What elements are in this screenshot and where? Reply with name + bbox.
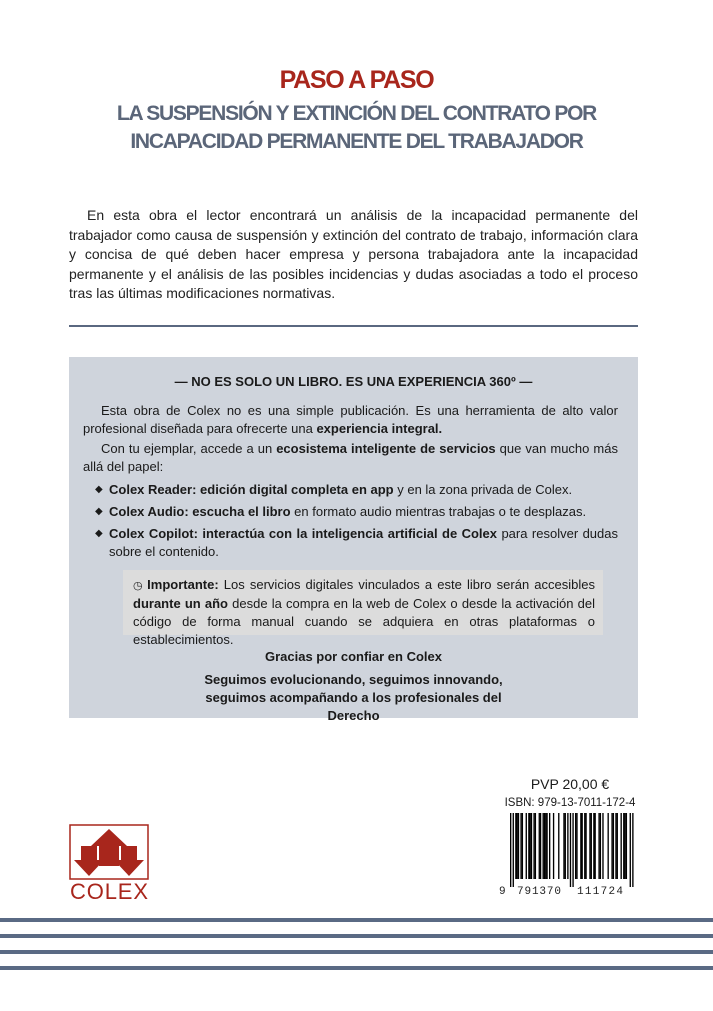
stripe	[0, 934, 713, 938]
barcode-bar	[553, 813, 554, 879]
barcode-bar	[584, 813, 585, 879]
barcode-bar	[615, 813, 616, 879]
barcode-bar	[530, 813, 531, 879]
bullet-colex-copilot	[95, 525, 618, 561]
intro-paragraph: En esta obra el lector encontrará un análisis de la incapacidad permanente del trabajador como causa de suspensión y extinción del contrato de trabajo, información clara y concisa de qué deben hacer empresa y persona trabajadora ante la incapacidad permanente y el análisis de las posibles incidencias y dudas asociadas a todo el proceso tras las últimas modificaciones normativas.	[69, 207, 638, 302]
closing-text: Seguimos evolucionando, seguimos innovando, seguimos acompañando a los profesionales del Derecho	[204, 672, 503, 723]
important-notice	[123, 570, 603, 647]
divider	[69, 325, 638, 327]
barcode-bar	[518, 813, 519, 879]
text: en formato audio mientras trabajas o te desplazas.	[290, 504, 587, 519]
barcode-bar	[600, 813, 601, 879]
barcode-bar	[570, 813, 571, 887]
colex-logo	[69, 824, 151, 904]
important-text	[133, 576, 595, 649]
barcode-bar	[613, 813, 614, 879]
text: Con tu ejemplar, accede a un	[101, 441, 277, 456]
bold-text: Colex Audio: escucha el libro	[109, 504, 291, 519]
barcode-bar	[531, 813, 532, 879]
stripe	[0, 950, 713, 954]
book-title-line-2: INCAPACIDAD PERMANENTE DEL TRABAJADOR	[130, 130, 583, 153]
bold-text: Colex Copilot: interactúa con la inteligencia artificial de Colex	[109, 526, 498, 541]
diamond-bullet-icon: ◆	[95, 506, 103, 517]
experience-box	[69, 357, 638, 723]
text: para resolver dudas sobre el contenido.	[109, 526, 618, 559]
barcode-bar	[621, 813, 622, 879]
barcode-bar	[632, 813, 633, 887]
barcode-bar	[528, 813, 529, 879]
barcode-bar	[533, 813, 534, 879]
text: que van mucho más allá del papel:	[83, 441, 618, 474]
barcode-bar	[582, 813, 583, 879]
book-title-line-1: LA SUSPENSIÓN Y EXTINCIÓN DEL CONTRATO POR	[116, 102, 597, 125]
barcode-bar	[545, 813, 546, 879]
barcode-bar	[602, 813, 603, 879]
barcode-bar	[539, 813, 540, 879]
diamond-bullet-icon: ◆	[95, 484, 103, 495]
barcode-bar	[535, 813, 536, 879]
bullet-colex-reader	[95, 481, 618, 499]
barcode-bar	[520, 813, 521, 879]
barcode-digit-first: 9	[499, 886, 506, 898]
barcode-bar	[626, 813, 627, 879]
price: PVP 20,00 €	[530, 776, 610, 792]
barcode-bar	[623, 813, 624, 879]
barcode-digits-right: 111724	[577, 886, 623, 898]
barcode-bar	[544, 813, 545, 879]
barcode-bar	[517, 813, 518, 879]
logo-text: COLEX	[70, 879, 148, 904]
barcode-bar	[563, 813, 564, 879]
isbn: ISBN: 979-13-7011-172-4	[504, 797, 636, 809]
barcode-bar	[593, 813, 594, 879]
barcode-bar	[608, 813, 609, 879]
barcode-bar	[576, 813, 577, 879]
barcode-bar	[572, 813, 573, 887]
stripe	[0, 918, 713, 922]
thanks-text: Gracias por confiar en Colex	[264, 649, 442, 664]
barcode-bar	[624, 813, 625, 879]
clock-icon: ◷	[133, 580, 148, 592]
barcode-bar	[558, 813, 559, 879]
barcode-bar	[591, 813, 592, 879]
bold-text: ecosistema inteligente de servicios	[276, 441, 496, 456]
text: y en la zona privada de Colex.	[393, 482, 573, 497]
bullet-colex-audio	[95, 503, 618, 521]
text: Esta obra de Colex no es una simple publicación. Es una herramienta de alto valor profesional diseñada para ofrecerte una	[83, 403, 618, 436]
barcode-digits-left: 791370	[517, 886, 561, 898]
barcode-bar	[617, 813, 618, 879]
barcode-bar	[611, 813, 612, 879]
barcode-bar	[589, 813, 590, 879]
barcode-bar	[513, 813, 514, 887]
box-heading: — NO ES SOLO UN LIBRO. ES UNA EXPERIENCIA 360º —	[174, 374, 533, 389]
text: Los servicios digitales vinculados a este libro serán accesibles	[218, 577, 595, 592]
bold-text: Importante:	[147, 577, 219, 592]
barcode-bar	[540, 813, 541, 879]
barcode-bar	[546, 813, 547, 879]
barcode	[499, 813, 640, 898]
barcode-bar	[510, 813, 511, 887]
stripe	[0, 966, 713, 970]
bold-text: experiencia integral.	[316, 421, 443, 436]
barcode-bar	[598, 813, 599, 879]
barcode-bar	[575, 813, 576, 879]
series-title: PASO A PASO	[279, 66, 434, 94]
bold-text: durante un año	[133, 596, 228, 611]
diamond-bullet-icon: ◆	[95, 528, 103, 539]
barcode-bar	[567, 813, 568, 879]
barcode-bars	[510, 813, 634, 887]
barcode-bar	[565, 813, 566, 879]
barcode-bar	[515, 813, 516, 879]
text: desde la compra en la web de Colex o desde la activación del código de forma manual cuando se adquiera en otras plataformas o establecimientos.	[133, 596, 595, 647]
barcode-bar	[526, 813, 527, 879]
box-paragraph-1	[83, 402, 618, 438]
barcode-bar	[543, 813, 544, 879]
barcode-bar	[522, 813, 523, 879]
barcode-bar	[549, 813, 550, 879]
barcode-bar	[630, 813, 631, 887]
barcode-bar	[580, 813, 581, 879]
bold-text: Colex Reader: edición digital completa en app	[109, 482, 394, 497]
barcode-bar	[595, 813, 596, 879]
barcode-bar	[585, 813, 586, 879]
box-paragraph-2	[83, 440, 618, 476]
